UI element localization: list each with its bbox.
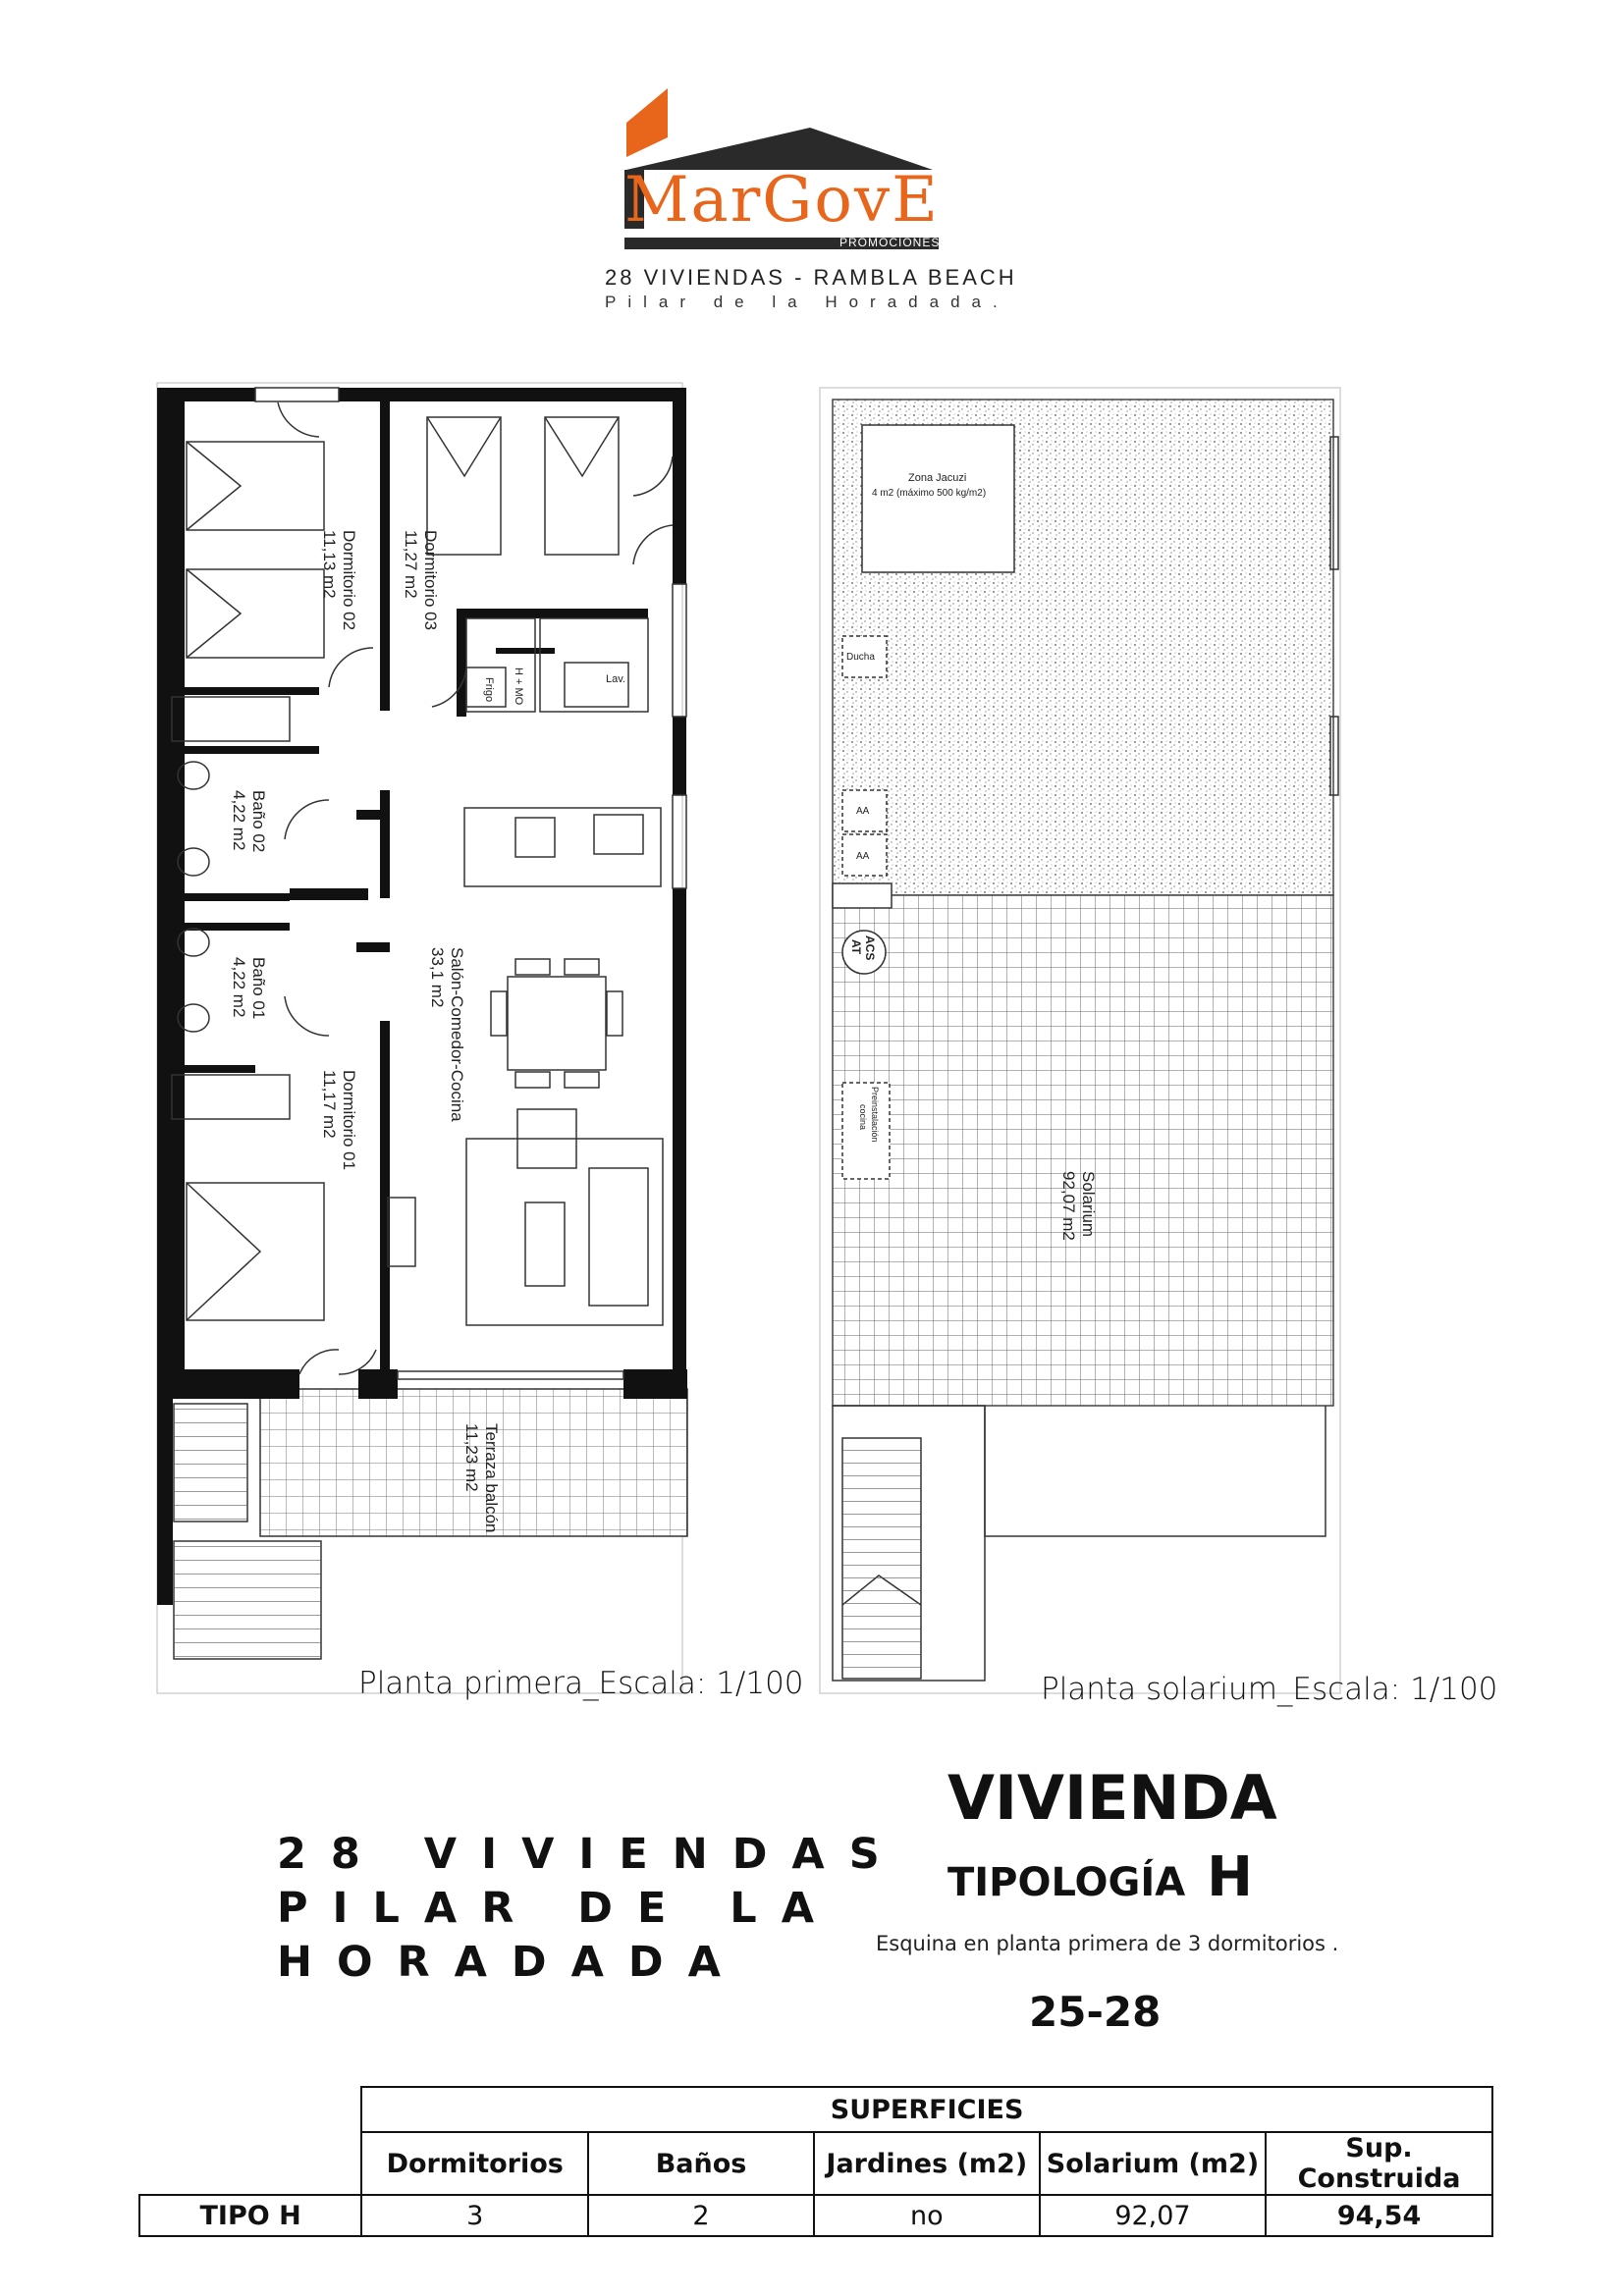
label-preinst: Preinstalación bbox=[870, 1087, 880, 1143]
title-tipologia bbox=[947, 1845, 1253, 1909]
project-line2: PILAR DE LA bbox=[277, 1884, 839, 1933]
row-label: TIPO H bbox=[139, 2195, 361, 2236]
cell-banos: 2 bbox=[588, 2195, 814, 2236]
title-tipologia-word: TIPOLOGÍA bbox=[947, 1860, 1186, 1905]
th-jardines: Jardines (m2) bbox=[814, 2132, 1040, 2195]
label-terraza-area: 11,23 m2 bbox=[462, 1423, 481, 1492]
label-at: AT bbox=[849, 939, 863, 955]
superficies-table bbox=[138, 2086, 1493, 2237]
label-dorm01-area: 11,17 m2 bbox=[320, 1070, 339, 1139]
title-numbers: 25-28 bbox=[1029, 1988, 1162, 2036]
logo-location: Pilar de la Horadada. bbox=[605, 293, 1009, 311]
label-bano01-area: 4,22 m2 bbox=[230, 957, 248, 1018]
label-dorm02-area: 11,13 m2 bbox=[320, 530, 339, 599]
label-preinst2: cocina bbox=[858, 1104, 868, 1131]
th-dormitorios: Dormitorios bbox=[361, 2132, 588, 2195]
caption-solarium: Planta solarium_Escala: 1/100 bbox=[1041, 1672, 1498, 1707]
th-sup-construida: Sup. Construida bbox=[1266, 2132, 1492, 2195]
label-acs: ACS bbox=[863, 935, 877, 961]
logo-brand: MarGovE bbox=[624, 164, 940, 237]
label-aa1: AA bbox=[856, 806, 870, 817]
project-line3: HORADADA bbox=[277, 1938, 745, 1987]
label-solarium: Solarium bbox=[1079, 1171, 1098, 1238]
logo bbox=[589, 83, 1017, 319]
label-bano02: Baño 02 bbox=[249, 790, 268, 853]
title-tipo-letter: H bbox=[1207, 1845, 1254, 1909]
label-dorm01: Dormitorio 01 bbox=[340, 1070, 358, 1171]
label-bano02-area: 4,22 m2 bbox=[230, 790, 248, 851]
table-row bbox=[139, 2195, 1492, 2236]
logo-tag: PROMOCIONES bbox=[839, 236, 941, 249]
cell-solarium: 92,07 bbox=[1040, 2195, 1266, 2236]
label-zona-jacuzzi: Zona Jacuzi bbox=[908, 472, 967, 484]
label-solarium-area: 92,07 m2 bbox=[1059, 1171, 1078, 1241]
label-aa2: AA bbox=[856, 851, 870, 862]
th-solarium: Solarium (m2) bbox=[1040, 2132, 1266, 2195]
label-salon: Salón-Comedor-Cocina bbox=[448, 947, 466, 1122]
label-dorm03-area: 11,27 m2 bbox=[402, 530, 420, 599]
title-description: Esquina en planta primera de 3 dormitorios . bbox=[876, 1932, 1339, 1955]
label-salon-area: 33,1 m2 bbox=[428, 947, 447, 1008]
label-frigo: Frigo bbox=[483, 677, 495, 703]
label-bano01: Baño 01 bbox=[249, 957, 268, 1020]
label-ducha: Ducha bbox=[846, 652, 875, 663]
label-lav: Lav. bbox=[606, 673, 625, 685]
logo-project: 28 VIVIENDAS - RAMBLA BEACH bbox=[605, 265, 1017, 290]
floor-plan-solarium bbox=[815, 378, 1345, 1703]
table-title: SUPERFICIES bbox=[361, 2087, 1492, 2132]
cell-dormitorios: 3 bbox=[361, 2195, 588, 2236]
label-terraza: Terraza balcón bbox=[482, 1423, 501, 1533]
label-zona-jacuzzi-note: 4 m2 (máximo 500 kg/m2) bbox=[872, 488, 987, 499]
floor-plan-first bbox=[152, 378, 702, 1703]
project-line1: 28 VIVIENDAS bbox=[277, 1830, 904, 1879]
label-dorm02: Dormitorio 02 bbox=[340, 530, 358, 631]
title-vivienda: VIVIENDA bbox=[947, 1762, 1277, 1834]
label-dorm03: Dormitorio 03 bbox=[421, 530, 440, 631]
label-hmo: H + MO bbox=[513, 667, 524, 706]
cell-sup-construida: 94,54 bbox=[1266, 2195, 1492, 2236]
caption-first-floor: Planta primera_Escala: 1/100 bbox=[358, 1666, 804, 1701]
th-banos: Baños bbox=[588, 2132, 814, 2195]
cell-jardines: no bbox=[814, 2195, 1040, 2236]
